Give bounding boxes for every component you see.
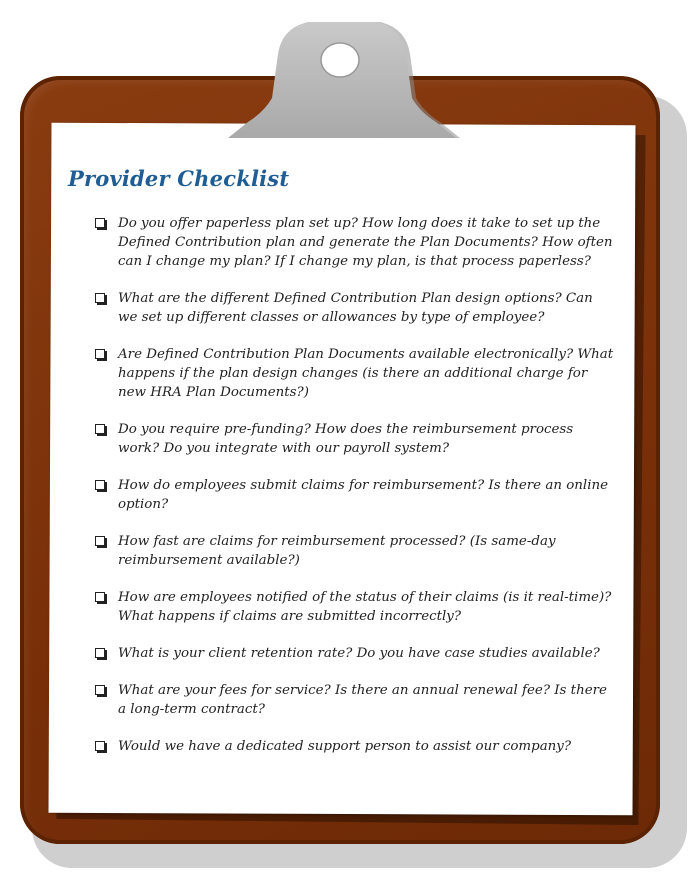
checklist-item <box>94 737 614 756</box>
checkbox-icon[interactable] <box>95 741 105 751</box>
checklist-item-text: How are employees notified of the status of their claims (is it real-time)? What happens if claims are submitted incorrectly? <box>118 590 612 624</box>
checklist-item-text: Do you require pre-funding? How does the reimbursement process work? Do you integrate with our payroll system? <box>118 422 574 456</box>
checklist-item <box>94 345 614 402</box>
checklist-item-text: Do you offer paperless plan set up? How long does it take to set up the Defined Contribution plan and generate the Plan Documents? How often can I change my plan? If I change my plan, is that process paperless? <box>118 216 613 269</box>
checkbox-icon[interactable] <box>95 685 105 695</box>
checkbox-icon[interactable] <box>95 648 105 658</box>
checklist-item-text: Would we have a dedicated support person to assist our company? <box>118 739 572 754</box>
checklist-item <box>94 532 614 570</box>
checklist-item <box>94 588 614 626</box>
checklist-item-text: How do employees submit claims for reimbursement? Is there an online option? <box>118 478 609 512</box>
checklist-item-text: What are the different Defined Contribution Plan design options? Can we set up different classes or allowances by type of employee? <box>118 291 593 325</box>
checklist-item-text: What are your fees for service? Is there an annual renewal fee? Is there a long-term contract? <box>118 683 607 717</box>
provider-checklist <box>94 214 614 756</box>
checklist-item <box>94 420 614 458</box>
checklist-item <box>94 476 614 514</box>
checkbox-icon[interactable] <box>95 480 105 490</box>
checklist-item-text: How fast are claims for reimbursement processed? (Is same-day reimbursement available?) <box>118 534 556 568</box>
checkbox-icon[interactable] <box>95 349 105 359</box>
checklist-item <box>94 681 614 719</box>
checkbox-icon[interactable] <box>95 218 105 228</box>
checkbox-icon[interactable] <box>95 592 105 602</box>
checklist-item-text: What is your client retention rate? Do you have case studies available? <box>118 646 600 661</box>
checklist-item <box>94 289 614 327</box>
checkbox-icon[interactable] <box>95 424 105 434</box>
checkbox-icon[interactable] <box>95 536 105 546</box>
checklist-item <box>94 644 614 663</box>
checkbox-icon[interactable] <box>95 293 105 303</box>
checklist-item <box>94 214 614 271</box>
clipboard-clip-icon <box>228 16 460 140</box>
checklist-item-text: Are Defined Contribution Plan Documents available electronically? What happens if the plan design changes (is there an additional charge for new HRA Plan Documents?) <box>118 347 614 400</box>
page-title: Provider Checklist <box>68 166 290 191</box>
